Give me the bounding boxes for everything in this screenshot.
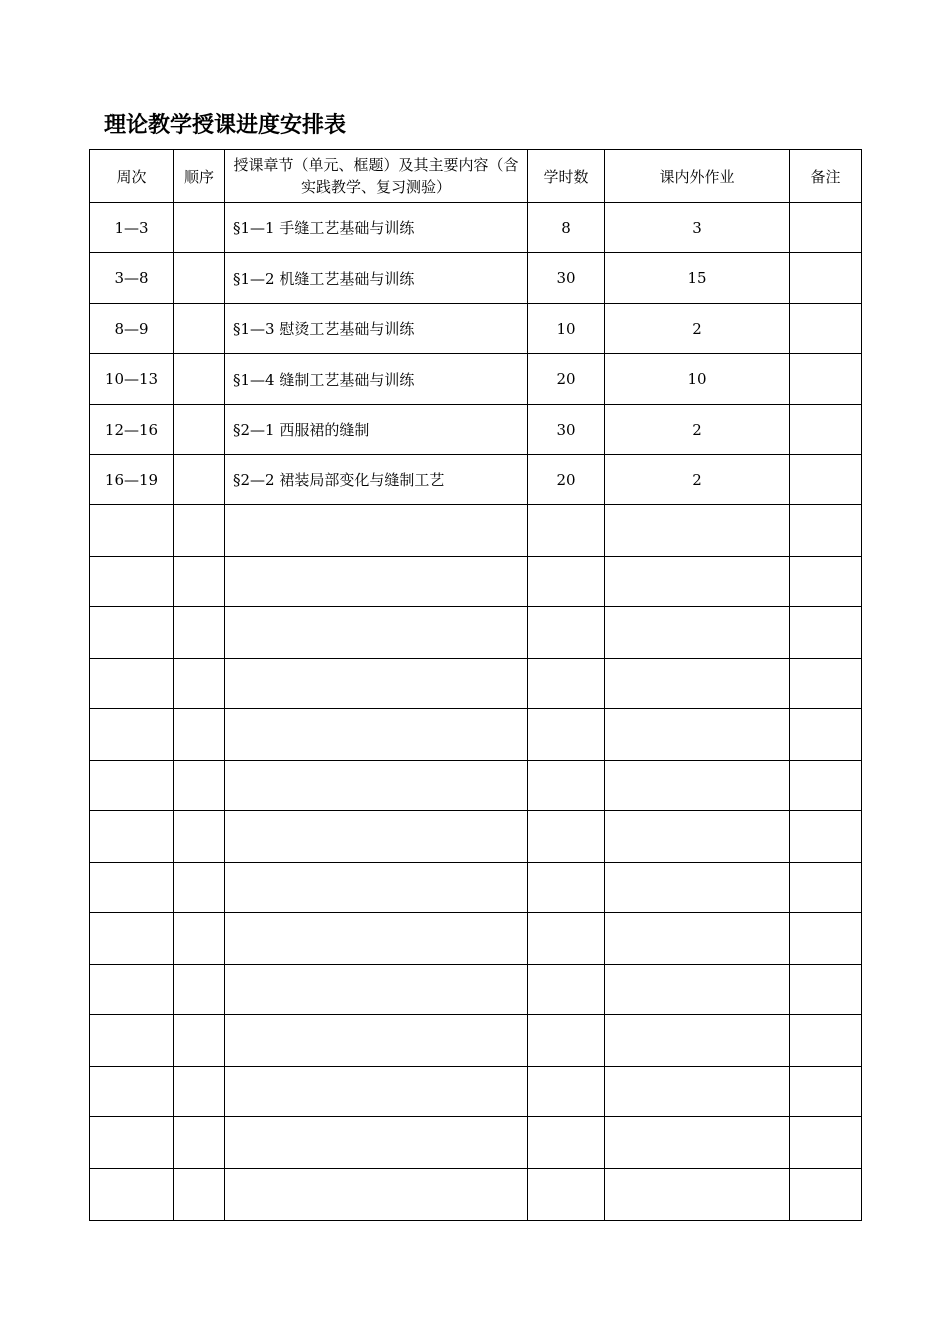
cell-content	[225, 1067, 528, 1117]
cell-hours	[528, 505, 605, 557]
cell-hours: 10	[528, 304, 605, 354]
header-content: 授课章节（单元、框题）及其主要内容（含实践教学、复习测验）	[225, 150, 528, 203]
cell-remark	[790, 354, 862, 405]
cell-remark	[790, 659, 862, 709]
cell-remark	[790, 1117, 862, 1169]
cell-remark	[790, 607, 862, 659]
cell-week	[90, 1117, 174, 1169]
cell-week: 3—8	[90, 253, 174, 304]
header-hours: 学时数	[528, 150, 605, 203]
cell-content: §1—2 机缝工艺基础与训练	[225, 253, 528, 304]
table-row	[90, 709, 862, 761]
cell-hours: 30	[528, 405, 605, 455]
table-row	[90, 1015, 862, 1067]
cell-homework	[605, 1169, 790, 1221]
cell-content	[225, 505, 528, 557]
page-title: 理论教学授课进度安排表	[104, 113, 347, 138]
header-order: 顺序	[174, 150, 225, 203]
table-row	[90, 253, 862, 304]
cell-homework	[605, 505, 790, 557]
cell-content	[225, 659, 528, 709]
table-row	[90, 557, 862, 607]
table-row	[90, 761, 862, 811]
cell-content	[225, 965, 528, 1015]
table-row	[90, 1067, 862, 1117]
table-row	[90, 965, 862, 1015]
cell-hours: 8	[528, 203, 605, 253]
schedule-table	[89, 149, 862, 1221]
cell-order	[174, 863, 225, 913]
cell-order	[174, 761, 225, 811]
cell-content	[225, 1117, 528, 1169]
table-row	[90, 607, 862, 659]
cell-content	[225, 811, 528, 863]
cell-hours	[528, 1015, 605, 1067]
cell-remark	[790, 1015, 862, 1067]
table-row	[90, 1169, 862, 1221]
cell-homework: 15	[605, 253, 790, 304]
table-row	[90, 1117, 862, 1169]
table-row	[90, 354, 862, 405]
table-body	[90, 203, 862, 1221]
table-row	[90, 863, 862, 913]
cell-week	[90, 863, 174, 913]
cell-order	[174, 607, 225, 659]
cell-remark	[790, 1067, 862, 1117]
table-row	[90, 913, 862, 965]
cell-order	[174, 659, 225, 709]
cell-content	[225, 913, 528, 965]
cell-hours	[528, 607, 605, 659]
cell-homework	[605, 913, 790, 965]
cell-week: 10—13	[90, 354, 174, 405]
header-homework: 课内外作业	[605, 150, 790, 203]
cell-homework	[605, 1117, 790, 1169]
cell-remark	[790, 913, 862, 965]
header-week: 周次	[90, 150, 174, 203]
cell-hours	[528, 965, 605, 1015]
cell-homework: 3	[605, 203, 790, 253]
cell-remark	[790, 709, 862, 761]
cell-hours: 20	[528, 354, 605, 405]
cell-homework: 2	[605, 405, 790, 455]
cell-content	[225, 1015, 528, 1067]
cell-content: §2—2 裙装局部变化与缝制工艺	[225, 455, 528, 505]
cell-week: 12—16	[90, 405, 174, 455]
cell-remark	[790, 811, 862, 863]
cell-week	[90, 1067, 174, 1117]
cell-content: §2—1 西服裙的缝制	[225, 405, 528, 455]
cell-week	[90, 1015, 174, 1067]
cell-order	[174, 709, 225, 761]
table-row	[90, 811, 862, 863]
cell-order	[174, 1015, 225, 1067]
cell-content	[225, 607, 528, 659]
cell-content: §1—3 慰烫工艺基础与训练	[225, 304, 528, 354]
cell-week	[90, 659, 174, 709]
cell-week	[90, 709, 174, 761]
table-row	[90, 455, 862, 505]
cell-content: §1—4 缝制工艺基础与训练	[225, 354, 528, 405]
cell-homework	[605, 709, 790, 761]
cell-homework	[605, 557, 790, 607]
cell-remark	[790, 863, 862, 913]
cell-order	[174, 304, 225, 354]
cell-week	[90, 557, 174, 607]
cell-hours	[528, 913, 605, 965]
cell-homework	[605, 607, 790, 659]
cell-week: 16—19	[90, 455, 174, 505]
cell-week: 1—3	[90, 203, 174, 253]
header-remark: 备注	[790, 150, 862, 203]
cell-order	[174, 557, 225, 607]
cell-remark	[790, 253, 862, 304]
cell-week	[90, 811, 174, 863]
cell-homework	[605, 1067, 790, 1117]
cell-order	[174, 354, 225, 405]
cell-order	[174, 455, 225, 505]
cell-hours: 20	[528, 455, 605, 505]
cell-hours	[528, 761, 605, 811]
cell-homework	[605, 761, 790, 811]
cell-order	[174, 811, 225, 863]
cell-week	[90, 761, 174, 811]
cell-hours	[528, 1067, 605, 1117]
cell-remark	[790, 761, 862, 811]
cell-remark	[790, 1169, 862, 1221]
cell-week	[90, 1169, 174, 1221]
cell-order	[174, 1067, 225, 1117]
cell-homework: 2	[605, 455, 790, 505]
cell-homework: 2	[605, 304, 790, 354]
cell-remark	[790, 505, 862, 557]
table-row	[90, 304, 862, 354]
cell-hours	[528, 659, 605, 709]
cell-order	[174, 965, 225, 1015]
cell-hours	[528, 1169, 605, 1221]
cell-remark	[790, 965, 862, 1015]
cell-order	[174, 913, 225, 965]
cell-homework	[605, 863, 790, 913]
cell-week	[90, 965, 174, 1015]
cell-homework	[605, 811, 790, 863]
cell-content	[225, 1169, 528, 1221]
table-row	[90, 659, 862, 709]
cell-content	[225, 863, 528, 913]
cell-remark	[790, 557, 862, 607]
cell-remark	[790, 203, 862, 253]
cell-remark	[790, 304, 862, 354]
table-row	[90, 405, 862, 455]
cell-remark	[790, 455, 862, 505]
cell-week	[90, 505, 174, 557]
cell-order	[174, 203, 225, 253]
cell-homework	[605, 659, 790, 709]
cell-hours	[528, 1117, 605, 1169]
cell-week	[90, 607, 174, 659]
cell-week: 8—9	[90, 304, 174, 354]
cell-order	[174, 253, 225, 304]
cell-hours	[528, 811, 605, 863]
cell-content	[225, 709, 528, 761]
cell-order	[174, 505, 225, 557]
cell-order	[174, 405, 225, 455]
cell-order	[174, 1117, 225, 1169]
cell-content: §1—1 手缝工艺基础与训练	[225, 203, 528, 253]
cell-hours: 30	[528, 253, 605, 304]
cell-content	[225, 761, 528, 811]
cell-hours	[528, 557, 605, 607]
cell-homework	[605, 965, 790, 1015]
cell-content	[225, 557, 528, 607]
cell-week	[90, 913, 174, 965]
cell-homework: 10	[605, 354, 790, 405]
cell-remark	[790, 405, 862, 455]
cell-hours	[528, 863, 605, 913]
cell-order	[174, 1169, 225, 1221]
table-row	[90, 505, 862, 557]
header-row	[90, 150, 862, 203]
table-row	[90, 203, 862, 253]
cell-hours	[528, 709, 605, 761]
cell-homework	[605, 1015, 790, 1067]
